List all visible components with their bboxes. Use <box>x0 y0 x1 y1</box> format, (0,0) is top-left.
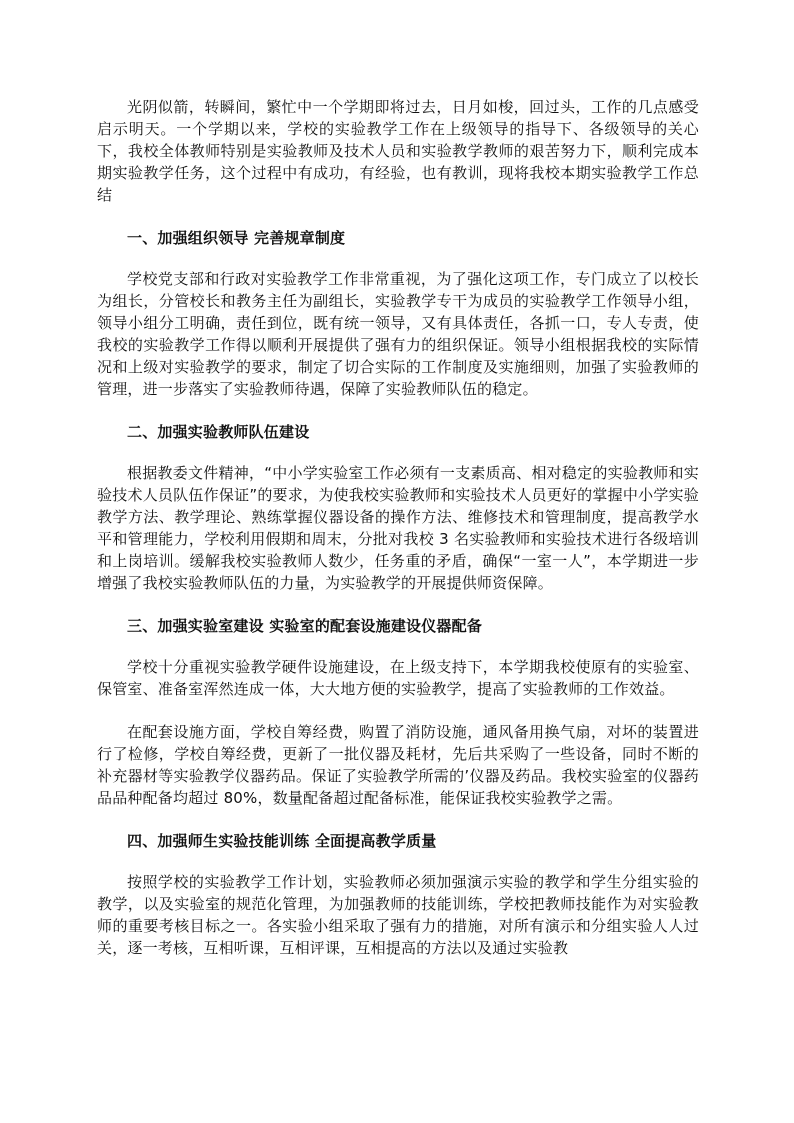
section-1-heading: 一、加强组织领导 完善规章制度 <box>127 229 346 247</box>
section-4-paragraph-1: 按照学校的实验教学工作计划，实验教师必须加强演示实验的教学和学生分组实验的教学，以及实验室的规范化管理，为加强教师的技能训练，学校把教师技能作为对实验教师的重要考核目标之一。各实验小组采取了强有力的措施，对所有演示和分组实验人人过关，逐一考核，互相听课，互相评课，互相提高的方法以及通过实验教 <box>97 873 699 957</box>
section-4-heading: 四、加强师生实验技能训练 全面提高教学质量 <box>127 832 437 850</box>
intro-paragraph: 光阴似箭，转瞬间，繁忙中一个学期即将过去，日月如梭，回过头，工作的几点感受启示明天。一个学期以来，学校的实验教学工作在上级领导的指导下、各级领导的关心下，我校全体教师特别是实验教师及技术人员和实验教学教师的艰苦努力下，顺利完成本期实验教学任务，这个过程中有成功，有经验，也有教训，现将我校本期实验教学工作总结 <box>97 98 699 204</box>
section-1-paragraph-1: 学校党支部和行政对实验教学工作非常重视，为了强化这项工作，专门成立了以校长为组长，分管校长和教务主任为副组长，实验教学专干为成员的实验教学工作领导小组，领导小组分工明确，责任到位，既有统一领导，又有具体责任，各抓一口，专人专责，使我校的实验教学工作得以顺利开展提供了强有力的组织保证。领导小组根据我校的实际情况和上级对实验教学的要求，制定了切合实际的工作制度及实施细则，加强了实验教师的管理，进一步落实了实验教师待遇，保障了实验教师队伍的稳定。 <box>97 270 699 398</box>
document-body <box>97 96 699 980</box>
section-2-paragraph-1: 根据教委文件精神，“中小学实验室工作必须有一支素质高、相对稳定的实验教师和实验技术人员队伍作保证”的要求，为使我校实验教师和实验技术人员更好的掌握中小学实验教学方法、教学理论、熟练掌握仪器设备的操作方法、维修技术和管理制度，提高教学水平和管理能力，学校利用假期和周末，分批对我校 3 名实验教师和实验技术进行各级培训和上岗培训。缓解我校实验教师人数少，任务重的矛盾，确保“一室一人”，本学期进一步增强了我校实验教师队伍的力量，为实验教学的开展提供师资保障。 <box>97 464 699 592</box>
section-2-heading: 二、加强实验教师队伍建设 <box>127 423 310 441</box>
section-3-paragraph-1: 学校十分重视实验教学硬件设施建设，在上级支持下，本学期我校使原有的实验室、保管室、准备室浑然连成一体，大大地方便的实验教学，提高了实验教师的工作效益。 <box>97 658 699 698</box>
section-3-heading: 三、加强实验室建设 实验室的配套设施建设仪器配备 <box>127 617 483 635</box>
section-3-paragraph-2: 在配套设施方面，学校自筹经费，购置了消防设施，通风备用换气扇，对坏的装置进行了检修，学校自筹经费，更新了一批仪器及耗材，先后共采购了一些设备，同时不断的补充器材等实验教学仪器药品。保证了实验教学所需的’仪器及药品。我校实验室的仪器药品品种配备均超过 80%，数量配备超过配备标准，能保证我校实验教学之需。 <box>97 723 699 807</box>
